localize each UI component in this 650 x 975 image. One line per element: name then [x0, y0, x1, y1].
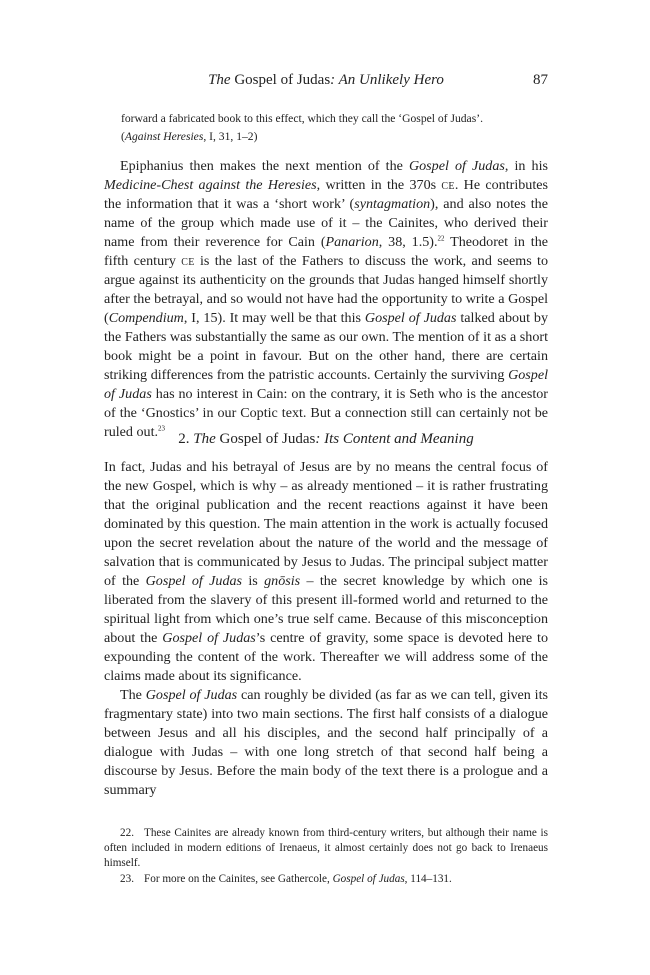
text-run: can roughly be divided (as far as we can tell, given its fragmentary state) into two main sections. The first half consists of a dialogue between Jesus and all his disciples, and the second half principally of a dialogue with Judas – with one long stretch of that second half being a discourse by Jesus. Before the main body of the text there is a prologue and a summary [104, 687, 548, 798]
paragraph-structure [104, 686, 548, 800]
footnote-italic: Gospel of Judas [332, 873, 405, 885]
text-run: talked about by the Fathers was substantially the same as our own. The mention of it as a short book might be a point in favour. But on the other hand, there are certain striking differences from the patristic accounts. Certainly the surviving [104, 310, 548, 383]
text-run: Theodoret in the fifth century [104, 234, 548, 269]
text-run: ), and also notes the name of the group which made use of it – the Cainites, who derived their name from their reverence for Cain ( [104, 196, 548, 250]
footnote-ref-23[interactable]: 23 [158, 424, 166, 433]
running-title-italic: The [208, 72, 231, 88]
italic-run: Compendium [108, 310, 184, 326]
paragraph-epiphanius [104, 157, 548, 442]
footnotes [104, 826, 548, 888]
section-number: 2. [178, 431, 194, 447]
text-run: , in his [504, 158, 548, 174]
text-run: is [242, 573, 265, 589]
section-heading [104, 431, 548, 448]
running-title-main: Gospel of Judas [230, 72, 331, 88]
italic-run: Gospel of Judas [162, 630, 256, 646]
section-title-main: Gospel of Judas [215, 431, 316, 447]
italic-run: Gospel of Judas [364, 310, 457, 326]
italic-run: Medicine-Chest against the Heresies [104, 177, 317, 193]
quote-line: forward a fabricated book to this effect, which they call the ‘Gospel of Judas’. [121, 112, 483, 125]
footnote-23 [104, 872, 548, 887]
italic-run: Gospel of Judas [408, 158, 505, 174]
running-header [104, 72, 548, 94]
footnote-text: For more on the Cainites, see Gathercole, [144, 873, 333, 885]
text-run: has no interest in Cain: on the contrary, it is Seth who is the ancestor of the ‘Gnostics’ in our Coptic text. But a connection still can certainly not be ruled out. [104, 386, 549, 440]
text-run: ’s centre of gravity, some space is devoted here to expounding the content of the work. Thereafter we will address some of the claims made about its significance. [104, 630, 549, 684]
paragraph-content-meaning [104, 458, 548, 686]
italic-run: syntagmation [354, 196, 431, 212]
footnote-text: These Cainites are already known from third-century writers, but although their name is often included in modern editions of Irenaeus, it almost certainly does not go back to Irenaeus himself. [104, 827, 548, 869]
text-run: Epiphanius then makes the next mention of the [120, 158, 409, 174]
italic-run: Gospel of Judas [104, 367, 548, 402]
small-caps-run: ce [181, 253, 195, 269]
italic-run: Gospel of Judas [145, 573, 243, 589]
small-caps-run: ce [441, 177, 455, 193]
text-run: . He contributes the information that it was a ‘short work’ ( [104, 177, 548, 212]
quote-citation: (Against Heresies, I, 31, 1–2) [121, 130, 258, 143]
text-run: In fact, Judas and his betrayal of Jesus are by no means the central focus of the new Gospel, which is why – as already mentioned – it is rather frustrating that the original publication and the recent reactions against it have been dominated by this question. The main attention in the work is actually focused upon the secret revelation about the nature of the world and the message of salvation that is communicated by Jesus to Judas. The principal subject matter of the [104, 459, 548, 589]
section-title-subtitle: : Its Content and Meaning [315, 431, 474, 447]
text-run: , written in the 370s [316, 177, 442, 193]
footnote-text: , 114–131. [404, 873, 452, 885]
page-number: 87 [533, 72, 548, 88]
footnote-number: 22. [120, 827, 134, 839]
italic-run: Gospel of Judas [145, 687, 238, 703]
italic-run: gnōsis [264, 573, 301, 589]
footnote-22 [104, 826, 548, 871]
paragraph [104, 157, 548, 442]
quote-citation-title: Against Heresies [124, 130, 204, 143]
text-run: is the last of the Fathers to discuss the work, and seems to argue against its authenticity on the grounds that Judas hanged himself shortly after the betrayal, and so would not have had the opportunity to write a Gospel ( [104, 253, 548, 326]
footnote-number: 23. [120, 873, 134, 885]
quote-citation-ref: , I, 31, 1–2) [203, 130, 258, 143]
italic-run: Panarion [325, 234, 379, 250]
running-title [104, 72, 548, 89]
block-quote [121, 110, 548, 146]
section-title-italic: The [193, 431, 216, 447]
footnote-ref-22[interactable]: 22 [437, 234, 445, 243]
text-run: – the secret knowledge by which one is liberated from the slavery of this present ill-formed world and returned to the spiritual light from which one’s true self came. Because of this misconception about the [104, 573, 548, 646]
text-run: , I, 15). It may well be that this [183, 310, 365, 326]
running-title-subtitle: : An Unlikely Hero [330, 72, 444, 88]
text-run: , 38, 1.5). [378, 234, 438, 250]
text-run: The [120, 687, 146, 703]
section-body [104, 458, 548, 800]
